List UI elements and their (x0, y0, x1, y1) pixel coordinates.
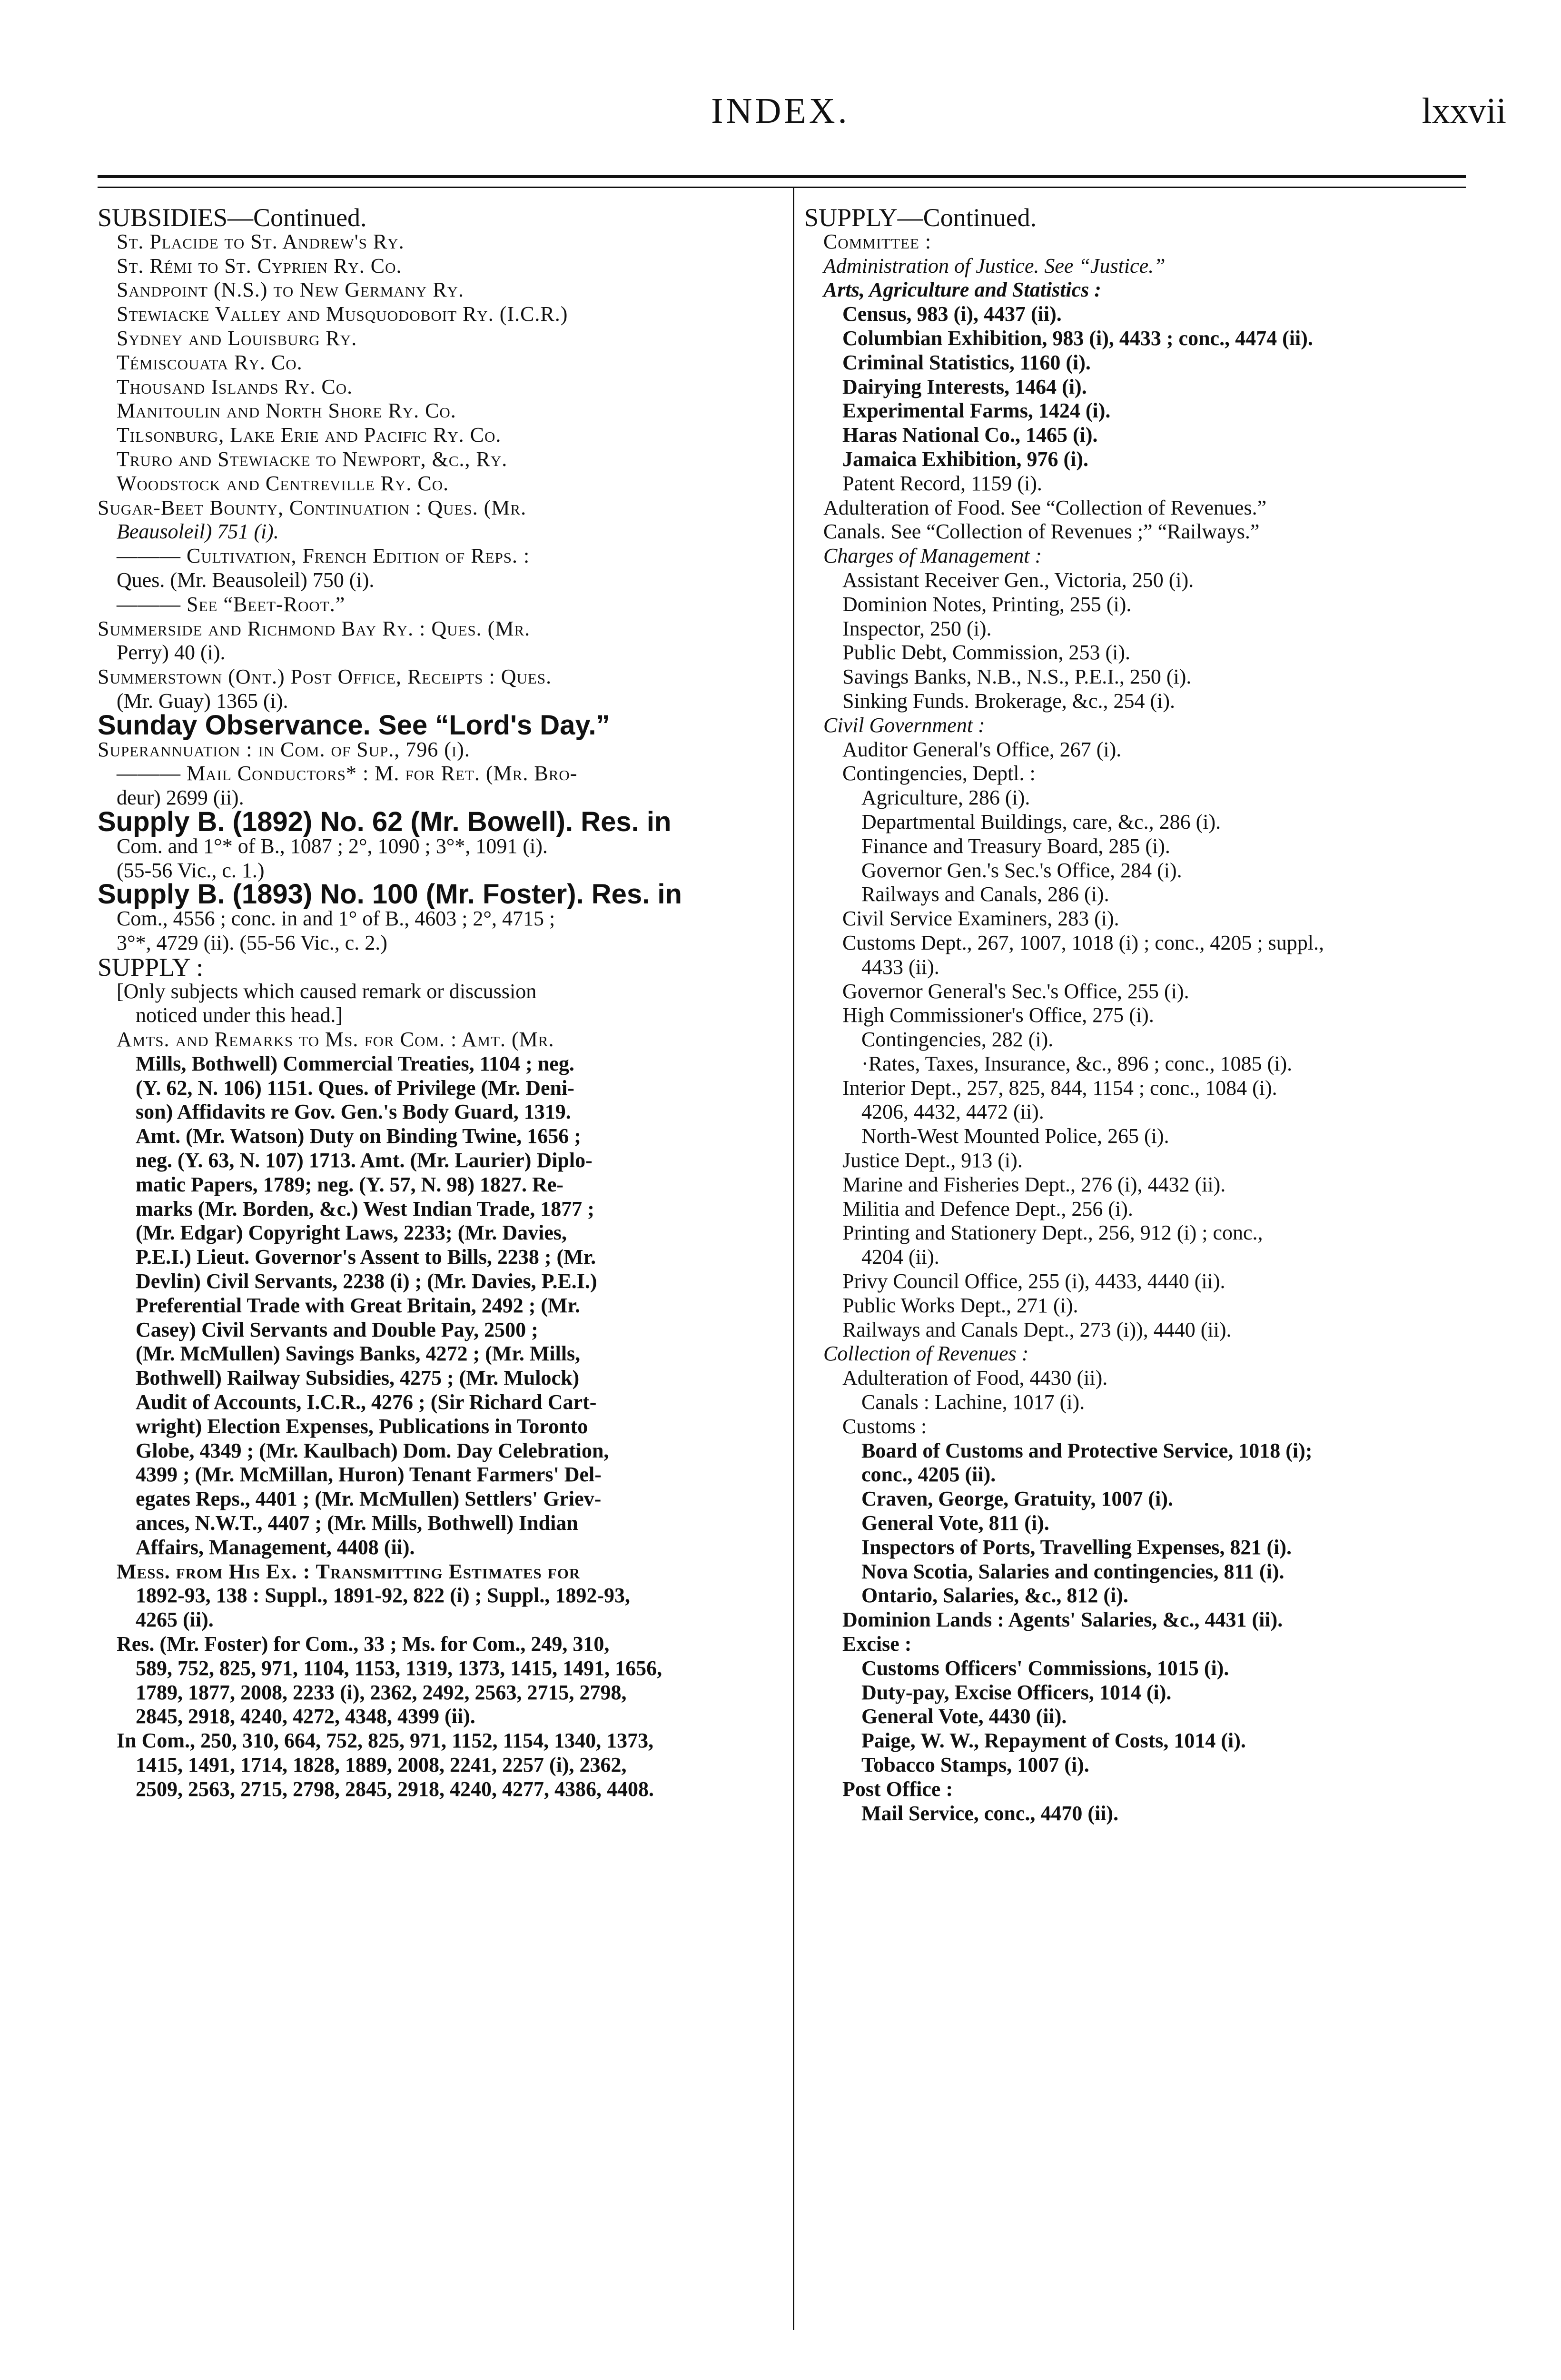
index-entry-line: 1415, 1491, 1714, 1828, 1889, 2008, 2241, 2257 (i), 2362, (136, 1753, 627, 1776)
index-entry-line: Census, 983 (i), 4437 (ii). (842, 302, 1062, 326)
index-entry-line: Public Works Dept., 271 (i). (842, 1293, 1078, 1317)
index-entry-line: Tobacco Stamps, 1007 (i). (861, 1753, 1089, 1776)
index-entry-line: Nova Scotia, Salaries and contingencies, 811 (i). (861, 1559, 1284, 1583)
index-entry-line: SUPPLY : (98, 952, 204, 982)
index-entry-line: Sugar-Beet Bounty, Continuation : Ques. (Mr. (98, 496, 527, 519)
index-entry-line: P.E.I.) Lieut. Governor's Assent to Bills, 2238 ; (Mr. (136, 1245, 596, 1269)
index-entry-line: Beausoleil) 751 (i). (117, 520, 279, 544)
right-column (804, 203, 1490, 1825)
index-entry-line: Auditor General's Office, 267 (i). (842, 737, 1122, 761)
index-entry-line: Criminal Statistics, 1160 (i). (842, 350, 1091, 374)
index-entry-line: Tilsonburg, Lake Erie and Pacific Ry. Co. (117, 423, 502, 447)
index-entry-line: son) Affidavits re Gov. Gen.'s Body Guard, 1319. (136, 1100, 571, 1124)
index-entry-line: Sandpoint (N.S.) to New Germany Ry. (117, 278, 464, 302)
index-entry-line: Customs : (842, 1414, 927, 1438)
index-entry-line: Inspector, 250 (i). (842, 616, 992, 640)
index-entry-line: General Vote, 4430 (ii). (861, 1705, 1067, 1728)
index-entry-line: Thousand Islands Ry. Co. (117, 375, 353, 398)
index-entry-line: General Vote, 811 (i). (861, 1511, 1049, 1535)
index-entry-line: 1789, 1877, 2008, 2233 (i), 2362, 2492, 2563, 2715, 2798, (136, 1680, 627, 1704)
index-entry-line: marks (Mr. Borden, &c.) West Indian Trade, 1877 ; (136, 1197, 594, 1220)
index-entry-line: (55-56 Vic., c. 1.) (117, 858, 265, 882)
index-entry-line: Adulteration of Food. See “Collection of Revenues.” (823, 496, 1267, 519)
index-entry-line: St. Placide to St. Andrew's Ry. (117, 229, 405, 253)
index-entry-line: (Mr. Guay) 1365 (i). (117, 689, 288, 713)
index-entry-line: Adulteration of Food, 4430 (ii). (842, 1366, 1108, 1390)
index-entry-line: Affairs, Management, 4408 (ii). (136, 1535, 415, 1559)
index-entry-line: SUPPLY—Continued. (804, 203, 1037, 232)
index-entry-line: Sunday Observance. See “Lord's Day.” (98, 709, 610, 741)
index-entry-line: Superannuation : in Com. of Sup., 796 (i). (98, 737, 470, 761)
index-entry-line: Globe, 4349 ; (Mr. Kaulbach) Dom. Day Celebration, (136, 1438, 609, 1462)
index-entry-line: Com., 4556 ; conc. in and 1° of B., 4603 ; 2°, 4715 ; (117, 907, 555, 931)
index-entry-line: Governor Gen.'s Sec.'s Office, 284 (i). (861, 858, 1182, 882)
index-entry-line: Finance and Treasury Board, 285 (i). (861, 834, 1170, 858)
index-entry-line: Customs Dept., 267, 1007, 1018 (i) ; conc., 4205 ; suppl., (842, 931, 1324, 954)
index-entry-line: St. Rémi to St. Cyprien Ry. Co. (117, 254, 402, 278)
index-entry-line: Administration of Justice. See “Justice.” (823, 254, 1166, 278)
index-entry-line: Duty-pay, Excise Officers, 1014 (i). (861, 1680, 1172, 1704)
index-entry-line: Governor General's Sec.'s Office, 255 (i). (842, 979, 1189, 1003)
index-entry-line: Assistant Receiver Gen., Victoria, 250 (i). (842, 568, 1194, 592)
index-entry-line: Patent Record, 1159 (i). (842, 471, 1042, 495)
index-entry-line: Canals. See “Collection of Revenues ;” “Railways.” (823, 520, 1260, 544)
index-entry-line: 4206, 4432, 4472 (ii). (861, 1100, 1044, 1124)
index-entry-line: Agriculture, 286 (i). (861, 786, 1030, 810)
index-entry-line: Paige, W. W., Repayment of Costs, 1014 (i). (861, 1729, 1246, 1753)
left-column (98, 203, 781, 1802)
index-entry-line: Savings Banks, N.B., N.S., P.E.I., 250 (i). (842, 665, 1192, 689)
index-entry-line: Dominion Lands : Agents' Salaries, &c., 4431 (ii). (842, 1608, 1283, 1632)
index-entry-line: Perry) 40 (i). (117, 641, 226, 664)
index-entry-line: matic Papers, 1789; neg. (Y. 57, N. 98) 1827. Re- (136, 1172, 564, 1196)
index-entry-line: Ontario, Salaries, &c., 812 (i). (861, 1584, 1128, 1607)
index-entry-line: Truro and Stewiacke to Newport, &c., Ry. (117, 447, 508, 471)
index-entry-line: Arts, Agriculture and Statistics : (823, 278, 1101, 302)
index-entry-line: 2509, 2563, 2715, 2798, 2845, 2918, 4240, 4277, 4386, 4408. (136, 1777, 654, 1801)
index-entry-line: Devlin) Civil Servants, 2238 (i) ; (Mr. Davies, P.E.I.) (136, 1269, 597, 1293)
index-entry-line: 1892-93, 138 : Suppl., 1891-92, 822 (i) ; Suppl., 1892-93, (136, 1584, 631, 1607)
index-entry-line: Res. (Mr. Foster) for Com., 33 ; Ms. for Com., 249, 310, (117, 1632, 610, 1656)
index-entry-line: Civil Government : (823, 713, 985, 737)
index-entry-line: [Only subjects which caused remark or discussion (117, 979, 537, 1003)
index-entry-line: Canals : Lachine, 1017 (i). (861, 1390, 1085, 1414)
index-entry-line: Bothwell) Railway Subsidies, 4275 ; (Mr. Mulock) (136, 1366, 580, 1390)
index-entry-line: Committee : (823, 229, 932, 253)
index-entry-line: Jamaica Exhibition, 976 (i). (842, 447, 1089, 471)
index-entry-line: ——— Cultivation, French Edition of Reps. : (117, 544, 530, 568)
index-entry-line: North-West Mounted Police, 265 (i). (861, 1124, 1169, 1148)
index-entry-line: (Y. 62, N. 106) 1151. Ques. of Privilege (Mr. Deni- (136, 1076, 574, 1100)
index-entry-line: Woodstock and Centreville Ry. Co. (117, 471, 449, 495)
index-entry-line: Craven, George, Gratuity, 1007 (i). (861, 1487, 1173, 1511)
page-number: lxxvii (1422, 91, 1506, 131)
index-entry-line: ——— See “Beet-Root.” (117, 592, 346, 616)
index-entry-line: wright) Election Expenses, Publications in Toronto (136, 1414, 588, 1438)
index-entry-line: Manitoulin and North Shore Ry. Co. (117, 399, 456, 423)
index-entry-line: Summerside and Richmond Bay Ry. : Ques. (Mr. (98, 616, 531, 640)
index-entry-line: Mills, Bothwell) Commercial Treaties, 1104 ; neg. (136, 1051, 574, 1075)
index-entry-line: egates Reps., 4401 ; (Mr. McMullen) Settlers' Griev- (136, 1487, 602, 1511)
index-entry-line: neg. (Y. 63, N. 107) 1713. Amt. (Mr. Laurier) Diplo- (136, 1149, 593, 1172)
index-entry-line: Civil Service Examiners, 283 (i). (842, 907, 1119, 931)
index-entry-line: Privy Council Office, 255 (i), 4433, 4440 (ii). (842, 1269, 1225, 1293)
index-entry-line: 4433 (ii). (861, 955, 939, 979)
index-entry-line: Amts. and Remarks to Ms. for Com. : Amt. (Mr. (117, 1028, 554, 1051)
index-entry-line: Témiscouata Ry. Co. (117, 350, 303, 374)
index-entry-line: Mail Service, conc., 4470 (ii). (861, 1801, 1119, 1825)
index-entry-line: Marine and Fisheries Dept., 276 (i), 4432 (ii). (842, 1172, 1226, 1196)
index-entry-line: Mess. from His Ex. : Transmitting Estimates for (117, 1559, 581, 1583)
index-entry-line: 4399 ; (Mr. McMillan, Huron) Tenant Farmers' Del- (136, 1463, 602, 1487)
index-entry-line: (Mr. McMullen) Savings Banks, 4272 ; (Mr. Mills, (136, 1342, 581, 1366)
index-entry-line: Post Office : (842, 1777, 953, 1801)
index-entry-line: Ques. (Mr. Beausoleil) 750 (i). (117, 568, 375, 592)
index-entry-line: Customs Officers' Commissions, 1015 (i). (861, 1656, 1229, 1680)
index-entry-line: Sydney and Louisburg Ry. (117, 326, 357, 350)
index-entry-line: Railways and Canals, 286 (i). (861, 883, 1109, 906)
index-entry-line: Contingencies, 282 (i). (861, 1028, 1054, 1051)
index-entry-line: 2845, 2918, 4240, 4272, 4348, 4399 (ii). (136, 1705, 475, 1728)
index-entry-line: Supply B. (1893) No. 100 (Mr. Foster). Res. in (98, 879, 682, 910)
index-entry-line: Public Debt, Commission, 253 (i). (842, 641, 1130, 664)
index-entry-line: Com. and 1°* of B., 1087 ; 2°, 1090 ; 3°*, 1091 (i). (117, 834, 548, 858)
index-entry-line: 589, 752, 825, 971, 1104, 1153, 1319, 1373, 1415, 1491, 1656, (136, 1656, 662, 1680)
index-entry-line: Justice Dept., 913 (i). (842, 1149, 1023, 1172)
index-entry-line: SUBSIDIES—Continued. (98, 203, 367, 232)
index-entry-line: Interior Dept., 257, 825, 844, 1154 ; conc., 1084 (i). (842, 1076, 1277, 1100)
index-entry-line: Collection of Revenues : (823, 1342, 1029, 1366)
index-entry-line: ances, N.W.T., 4407 ; (Mr. Mills, Bothwell) Indian (136, 1511, 578, 1535)
page-title: INDEX. (711, 91, 850, 131)
index-entry-line: Amt. (Mr. Watson) Duty on Binding Twine, 1656 ; (136, 1124, 581, 1148)
index-entry-line: Supply B. (1892) No. 62 (Mr. Bowell). Res. in (98, 806, 672, 837)
index-entry-line: Dairying Interests, 1464 (i). (842, 375, 1087, 398)
index-entry-line: Sinking Funds. Brokerage, &c., 254 (i). (842, 689, 1176, 713)
index-entry-line: conc., 4205 (ii). (861, 1463, 996, 1487)
index-entry-line: High Commissioner's Office, 275 (i). (842, 1003, 1154, 1027)
index-entry-line: 4265 (ii). (136, 1608, 214, 1632)
index-entry-line: ·Rates, Taxes, Insurance, &c., 896 ; conc., 1085 (i). (861, 1051, 1293, 1075)
index-entry-line: deur) 2699 (ii). (117, 786, 244, 810)
index-entry-line: Experimental Farms, 1424 (i). (842, 399, 1111, 423)
index-entry-line: In Com., 250, 310, 664, 752, 825, 971, 1152, 1154, 1340, 1373, (117, 1729, 654, 1753)
index-entry-line: Stewiacke Valley and Musquodoboit Ry. (I.C.R.) (117, 302, 568, 326)
index-entry-line: Audit of Accounts, I.C.R., 4276 ; (Sir Richard Cart- (136, 1390, 597, 1414)
index-entry-line: noticed under this head.] (136, 1003, 343, 1027)
index-entry-line: 4204 (ii). (861, 1245, 939, 1269)
index-entry-line: Inspectors of Ports, Travelling Expenses, 821 (i). (861, 1535, 1292, 1559)
index-entry-line: Railways and Canals Dept., 273 (i)), 4440 (ii). (842, 1318, 1232, 1341)
index-entry-line: Departmental Buildings, care, &c., 286 (i). (861, 810, 1221, 833)
index-entry-line: Columbian Exhibition, 983 (i), 4433 ; conc., 4474 (ii). (842, 326, 1313, 350)
index-entry-line: ——— Mail Conductors* : M. for Ret. (Mr. Bro- (117, 762, 578, 785)
index-entry-line: 3°*, 4729 (ii). (55-56 Vic., c. 2.) (117, 931, 387, 954)
index-entry-line: Dominion Notes, Printing, 255 (i). (842, 592, 1132, 616)
column-divider (793, 188, 794, 2330)
header-rule-thin (98, 187, 1466, 188)
header-rule (98, 175, 1466, 178)
index-entry-line: (Mr. Edgar) Copyright Laws, 2233; (Mr. Davies, (136, 1221, 567, 1245)
index-entry-line: Printing and Stationery Dept., 256, 912 (i) ; conc., (842, 1221, 1263, 1245)
index-entry-line: Summerstown (Ont.) Post Office, Receipts : Ques. (98, 665, 552, 689)
index-entry-line: Preferential Trade with Great Britain, 2492 ; (Mr. (136, 1293, 581, 1317)
index-entry-line: Charges of Management : (823, 544, 1042, 568)
index-entry-line: Board of Customs and Protective Service, 1018 (i); (861, 1438, 1313, 1462)
index-entry-line: Haras National Co., 1465 (i). (842, 423, 1098, 447)
index-entry-line: Excise : (842, 1632, 912, 1656)
index-entry-line: Casey) Civil Servants and Double Pay, 2500 ; (136, 1318, 538, 1341)
index-entry-line: Contingencies, Deptl. : (842, 762, 1036, 785)
index-entry-line: Militia and Defence Dept., 256 (i). (842, 1197, 1133, 1220)
